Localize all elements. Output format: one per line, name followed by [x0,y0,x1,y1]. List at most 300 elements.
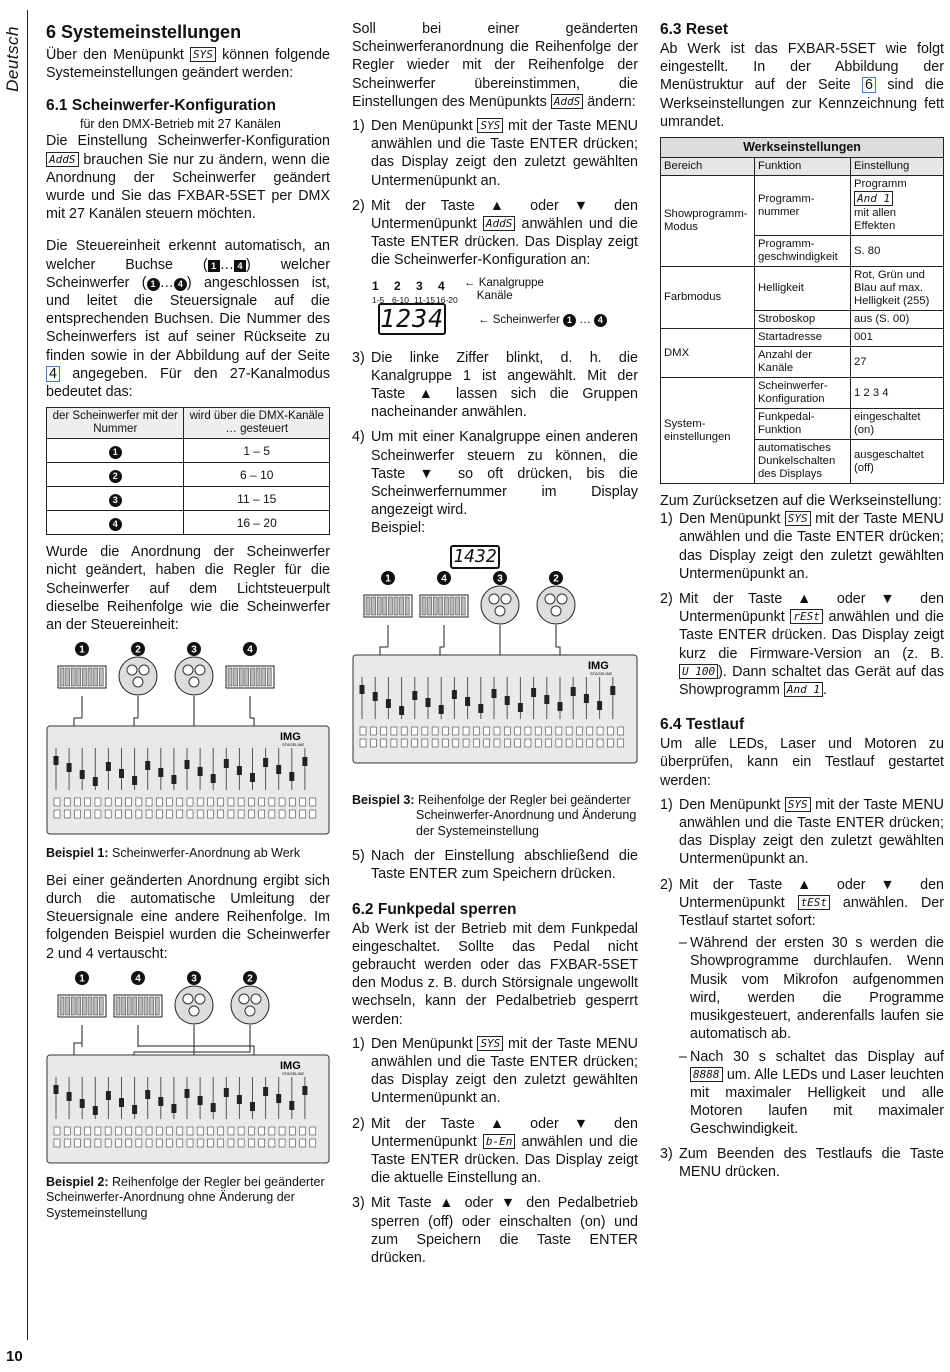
moving-head-fixture [231,986,269,1024]
console-button [442,727,448,735]
console-button [279,798,285,806]
fader-knob [571,687,576,696]
paragraph: Zum Zurücksetzen auf die Werkseinstellung: [660,493,942,510]
fader-knob [158,768,163,777]
paragraph: Wurde die Anordnung der Scheinwerfer nicht geändert, haben die Regler für die Scheinwerfer auf dem Lichtsteuerpult dieselbe Reihenfolge wie die Scheinwerfer an der Steuereinheit: [46,544,330,634]
console-button [74,798,80,806]
display-sys: SYS [190,47,216,62]
display-adds: AddS [46,152,79,167]
console-button [54,1127,60,1135]
subsection-subtitle: für den DMX-Betrieb mit 27 Kanälen [80,117,281,132]
list-item: 1) Den Menüpunkt SYS mit der Taste MENU anwählen und die Taste ENTER drücken; das Display zeigt den zuletzt gewählten Untermenüpunkt an. [660,511,944,582]
fader-knob [426,698,431,707]
fixture-number-marker [131,642,145,656]
fader-knob [276,765,281,774]
fixture-number-marker [243,971,257,985]
console-button [54,798,60,806]
paragraph: Die Einstellung Scheinwerfer-Konfiguration AddS brauchen Sie nur zu ändern, wenn die Anordnung der Scheinwerfer geändert wurde und Sie das FXBAR-5SET per DMX mit 27 Kanälen steuern möchten. [46,133,331,223]
console-button [248,810,254,818]
console-button [146,1139,152,1147]
console-button [289,1139,295,1147]
table-row: Farbmodus Helligkeit Rot, Grün und Blau auf max. Helligkeit (255) [661,267,944,311]
console-button [136,1139,142,1147]
console-button [279,810,285,818]
console-button [207,798,213,806]
fixture-number-marker [75,642,89,656]
console-button [218,1127,224,1135]
seven-segment-display: 1234 [380,303,445,333]
console-button [422,739,428,747]
factory-settings-table [660,137,944,484]
console-button [156,1139,162,1147]
console-button [556,727,562,735]
fader-knob [289,1101,294,1110]
console-button [54,810,60,818]
console-button [300,1139,306,1147]
dmx-console [353,655,637,763]
fader-knob [386,699,391,708]
moving-head-fixture [119,657,157,695]
fader-knob [584,694,589,703]
fader-knob [54,1085,59,1094]
console-button [442,739,448,747]
console-button [597,739,603,747]
fader-knob [119,1098,124,1107]
console-button [412,727,418,735]
console-button [259,798,265,806]
column-3 [660,20,944,1188]
paragraph: Bei einer geänderten Anordnung ergibt sich durch die automatische Umleitung der Steuersignale eine andere Reihenfolge. Im folgenden Beispiel wurden die Scheinwerfer 2 und 4 vertauscht: [46,872,330,962]
column-2 [352,20,638,1274]
console-button [146,810,152,818]
page-reference-link[interactable]: 4 [46,366,60,382]
console-button [360,727,366,735]
console-button [238,1139,244,1147]
fader-knob [263,758,268,767]
svg-text:3: 3 [191,973,197,985]
console-button [177,798,183,806]
console-button [218,810,224,818]
console-button [187,1139,193,1147]
console-button [556,739,562,747]
fader-knob [224,1088,229,1097]
console-button [187,798,193,806]
console-button [146,1127,152,1135]
console-button [238,798,244,806]
svg-text:4: 4 [441,573,447,585]
table-header: Einstellung [851,158,944,176]
table-row: 1 1 – 5 [47,439,330,463]
table-header: der Scheinwerfer mit der Nummer [47,408,184,439]
fader-knob [211,1103,216,1112]
page-reference-link[interactable]: 6 [862,77,876,93]
fader-knob [465,697,470,706]
list-item: 2) Mit der Taste ▲ oder ▼ den Untermenüpunkt tESt anwählen. Der Testlauf startet sofort: [660,876,944,930]
side-divider [27,10,28,1340]
console-button [126,1139,132,1147]
console-button [269,1139,275,1147]
console-button [269,798,275,806]
fader-knob [145,761,150,770]
console-button [197,810,203,818]
fader-knob [492,689,497,698]
console-button [167,798,173,806]
step-list [352,1035,638,1267]
console-button [259,1127,265,1135]
list-item: 2) Mit der Taste ▲ oder ▼ den Untermenüpunkt b-En anwählen und die Taste ENTER drücken. Das Display zeigt die aktuelle Einstellung an. [352,1115,638,1187]
fader-knob [250,1102,255,1111]
console-button [587,739,593,747]
console-button [289,1127,295,1135]
fader-knob [171,1104,176,1113]
fader-knob [198,1096,203,1105]
language-tab: Deutsch [3,26,22,92]
console-button [535,739,541,747]
console-button [391,739,397,747]
table-row: Showprogramm-Modus Programm-nummer Programm And 1 mit allen Effekten [661,176,944,236]
fader-knob [80,770,85,779]
step-list [660,510,944,699]
console-button [74,810,80,818]
fixture-number-marker [187,971,201,985]
fader-knob [132,776,137,785]
list-item: 3) Mit Taste ▲ oder ▼ den Pedalbetrieb sperren (off) oder einschalten (on) und zum Speichern die Taste ENTER drücken. [352,1195,638,1267]
console-button [432,739,438,747]
console-button [126,810,132,818]
svg-text:3: 3 [497,573,503,585]
console-button [546,739,552,747]
console-button [381,739,387,747]
console-button [64,810,70,818]
subsection-heading-6-3: 6.3 Reset [660,21,729,38]
fader-knob [185,1089,190,1098]
console-button [167,810,173,818]
svg-text:IMG: IMG [588,659,609,672]
console-button [535,727,541,735]
fader-knob [54,756,59,765]
figure-example-2 [46,969,330,1169]
console-button [64,798,70,806]
svg-text:STAGELINE: STAGELINE [282,742,305,748]
console-button [197,1139,203,1147]
console-button [115,810,121,818]
step-list [352,349,638,538]
list-item: 4) Um mit einer Kanalgruppe einen anderen Scheinwerfer steuern zu können, die Taste ▼ so oft drücken, bis die Scheinwerfernummer im Display angezeigt wird. Beispiel: [352,429,638,537]
moving-head-fixture [175,657,213,695]
figure-caption: Beispiel 2: Reihenfolge der Regler bei geänderter Scheinwerfer-Anordnung ohne Änderung der Systemeinstellung [46,1174,325,1220]
console-button [228,1127,234,1135]
fixture-number-marker [437,571,451,585]
console-button [463,739,469,747]
console-button [515,739,521,747]
fader-knob [67,1092,72,1101]
svg-text:1: 1 [385,573,391,585]
figure-example-3 [352,545,638,787]
console-button [310,1139,316,1147]
list-item: 3) Zum Beenden des Testlaufs die Taste MENU drücken. [660,1145,944,1180]
column-1 [46,20,330,1221]
console-button [238,1127,244,1135]
console-button [207,1139,213,1147]
intro-paragraph: Über den Menüpunkt SYS können folgende Systemeinstellungen geändert werden: [46,47,330,82]
console-button [156,798,162,806]
list-item: 2) Mit der Taste ▲ oder ▼ den Untermenüpunkt rESt anwählen und die Taste ENTER drücken. Das Display zeigt kurz die Firmware-Version an (z. B. U 100 ). Dann schaltet das Gerät auf das Showprogramm And 1 . [660,591,944,699]
subsection-heading-6-1: 6.1 Scheinwerfer-Konfiguration [46,97,276,115]
console-button [218,798,224,806]
svg-text:STAGELINE: STAGELINE [590,670,613,676]
console-button [218,1139,224,1147]
fader-knob [106,1091,111,1100]
console-button [177,1127,183,1135]
fader-knob [505,696,510,705]
console-button [300,1127,306,1135]
paragraph: Ab Werk ist das FXBAR-5SET wie folgt eingestellt. In der Abbildung der Menüstruktur auf der Seite 6 sind die Werkseinstellungen zur Kennzeichnung fett umrandet. [660,41,944,130]
fader-knob [412,691,417,700]
fader-knob [360,685,365,694]
config-display-diagram: 1 2 3 4 1-5 6-10 11-1516-20 ← Kanalgruppe Kanäle 1234 ← Scheinwerfer 1 … 4 [372,277,638,343]
console-button [74,1127,80,1135]
console-button [85,798,91,806]
table-row: 2 6 – 10 [47,463,330,487]
console-button [115,1127,121,1135]
console-button [85,810,91,818]
console-button [269,810,275,818]
step-list [660,1145,944,1181]
console-button [95,1139,101,1147]
console-button [463,727,469,735]
console-button [85,1127,91,1135]
console-button [136,1127,142,1135]
console-button [401,727,407,735]
console-button [207,1127,213,1135]
table-row: 4 16 – 20 [47,511,330,535]
fader-knob [544,695,549,704]
page-number: 10 [6,1347,23,1365]
console-button [453,727,459,735]
fader-knob [145,1090,150,1099]
console-button [177,810,183,818]
fader-knob [80,1099,85,1108]
fader-knob [106,762,111,771]
dmx-channel-table [46,407,330,535]
console-button [432,727,438,735]
console-button [187,810,193,818]
console-button [126,798,132,806]
dmx-console [47,1055,329,1163]
console-button [473,727,479,735]
step-list [352,117,638,270]
table-row: DMX Startadresse 001 [661,329,944,347]
fader-knob [237,1095,242,1104]
console-button [238,810,244,818]
list-item: 5) Nach der Einstellung abschließend die Taste ENTER zum Speichern drücken. [352,848,638,883]
console-button [105,798,111,806]
table-row: Funkpedal-Funktion eingeschaltet (on) [661,409,944,440]
fader-knob [171,775,176,784]
paragraph: Ab Werk ist der Betrieb mit dem Funkpedal eingeschaltet. Sollte das Pedal nicht gebraucht werden oder das FXBAR-5SET den Modus z. B. durch Störsignale ungewollt wechseln, kann der Pedalbetrieb gesperrt werden: [352,920,638,1028]
svg-text:3: 3 [191,644,197,656]
console-button [494,739,500,747]
console-button [228,810,234,818]
console-button [515,727,521,735]
console-button [401,739,407,747]
console-button [115,1139,121,1147]
table-row: 3 11 – 15 [47,487,330,511]
fader-knob [373,692,378,701]
subsection-heading-6-4: 6.4 Testlauf [660,716,745,734]
console-button [228,798,234,806]
console-button [197,798,203,806]
console-button [494,727,500,735]
moving-head-fixture [175,986,213,1024]
console-button [453,739,459,747]
console-button [370,739,376,747]
fixture-number-marker [381,571,395,585]
fader-knob [93,1106,98,1115]
console-button [618,727,624,735]
console-button [259,1139,265,1147]
fader-knob [302,1086,307,1095]
fader-knob [558,702,563,711]
list-item: 1) Den Menüpunkt SYS mit der Taste MENU anwählen und die Taste ENTER drücken; das Display zeigt den zuletzt gewählten Untermenüpunkt an. [352,1035,638,1107]
led-bar-fixture [364,595,412,617]
fader-knob [478,704,483,713]
table-row: Programm-geschwindigkeit S. 80 [661,236,944,267]
step-list [352,847,638,883]
table-row: Stroboskop aus (S. 00) [661,311,944,329]
fader-knob [119,769,124,778]
console-button [269,1127,275,1135]
svg-text:2: 2 [135,644,141,656]
console-button [248,1127,254,1135]
console-button [289,810,295,818]
console-button [259,810,265,818]
console-button [546,727,552,735]
svg-text:IMG: IMG [280,731,301,744]
figure-caption: Beispiel 1: Scheinwerfer-Anordnung ab Werk [46,846,301,861]
console-button [136,798,142,806]
console-button [587,727,593,735]
console-button [74,1139,80,1147]
console-button [167,1127,173,1135]
fixture-number-marker [131,971,145,985]
fader-knob [439,705,444,714]
console-button [187,1127,193,1135]
console-button [156,1127,162,1135]
console-button [279,1139,285,1147]
console-button [115,798,121,806]
svg-text:IMG: IMG [280,1059,301,1072]
fader-knob [518,703,523,712]
console-button [300,810,306,818]
list-item: 2) Mit der Taste ▲ oder ▼ den Untermenüpunkt AddS anwählen und die Taste ENTER drücken. Das Display zeigt die Scheinwerfer-Konfiguration an: [352,197,638,269]
console-button [207,810,213,818]
console-button [248,1139,254,1147]
fixture-number-marker [493,571,507,585]
fader-knob [198,767,203,776]
table-title: Werkseinstellungen [661,138,944,158]
fader-knob [67,763,72,772]
led-bar-fixture [58,995,106,1017]
console-button [105,810,111,818]
console-button [95,1127,101,1135]
console-button [422,727,428,735]
console-button [228,1139,234,1147]
console-button [289,798,295,806]
step-list [660,796,944,930]
list-item: 3) Die linke Ziffer blinkt, d. h. die Kanalgruppe 1 ist angewählt. Mit der Taste ▲ lassen sich die Gruppen nacheinander anwählen. [352,349,638,421]
console-button [156,810,162,818]
fader-knob [531,688,536,697]
console-button [300,798,306,806]
console-button [504,727,510,735]
table-header: Funktion [755,158,851,176]
console-button [597,727,603,735]
console-button [310,798,316,806]
console-button [85,1139,91,1147]
list-item: – Während der ersten 30 s werden die Showprogramme durchlaufen. Wenn Musik vom Mikrofon aufgenommen wird, werden die Programme musikgesteuert, anderenfalls laufen sie automatisch ab. [679,935,944,1043]
fixture-number-marker [243,642,257,656]
svg-text:STAGELINE: STAGELINE [282,1070,305,1076]
console-button [105,1139,111,1147]
console-button [566,739,572,747]
moving-head-fixture [537,586,575,624]
console-button [64,1139,70,1147]
console-button [64,1127,70,1135]
list-item: – Nach 30 s schaltet das Display auf 8888 um. Alle LEDs und Laser leuchten mit maximaler Helligkeit und alle Motoren laufen mit maximaler Geschwindigkeit. [679,1048,945,1138]
console-button [525,739,531,747]
svg-text:1: 1 [79,644,85,656]
console-button [197,1127,203,1135]
console-button [607,739,613,747]
fader-knob [597,701,602,710]
fader-knob [132,1105,137,1114]
fader-knob [399,706,404,715]
table-row: Anzahl der Kanäle 27 [661,347,944,378]
console-button [136,810,142,818]
table-row: System-einstellungen Scheinwerfer-Konfiguration 1 2 3 4 [661,378,944,409]
fixture-number-marker [187,642,201,656]
console-button [566,727,572,735]
table-row: automatisches Dunkelschalten des Displays ausgeschaltet (off) [661,440,944,484]
fixture-number-marker [75,971,89,985]
console-button [54,1139,60,1147]
led-bar-fixture [58,666,106,688]
console-button [525,727,531,735]
console-button [370,727,376,735]
table-header: wird über die DMX-Kanäle … gesteuert [184,408,330,439]
fader-knob [289,772,294,781]
console-button [146,798,152,806]
console-button [310,810,316,818]
fader-knob [263,1087,268,1096]
console-button [105,1127,111,1135]
seven-segment-display: 1432 [450,545,500,569]
console-button [167,1139,173,1147]
console-button [381,727,387,735]
svg-text:2: 2 [553,573,559,585]
console-button [484,727,490,735]
console-button [248,798,254,806]
svg-text:4: 4 [247,644,253,656]
console-button [177,1139,183,1147]
fader-knob [211,774,216,783]
fixture-number-marker [549,571,563,585]
paragraph: Die Steuereinheit erkennt automatisch, an welcher Buchse ( 1 … 4 ) welcher Scheinwerfer ( 1 … 4 ) angeschlossen ist, und leitet die Steuersignale auf die entsprechenden Buchsen. Die Nummer des Scheinwerfers ist auf seiner Rückseite zu finden sowie in der Abbildung auf der Seite 4 angegeben. Für den 27-Kanalmodus bedeutet das: [46,238,330,401]
svg-text:2: 2 [247,973,253,985]
console-button [95,798,101,806]
led-bar-fixture [226,666,274,688]
